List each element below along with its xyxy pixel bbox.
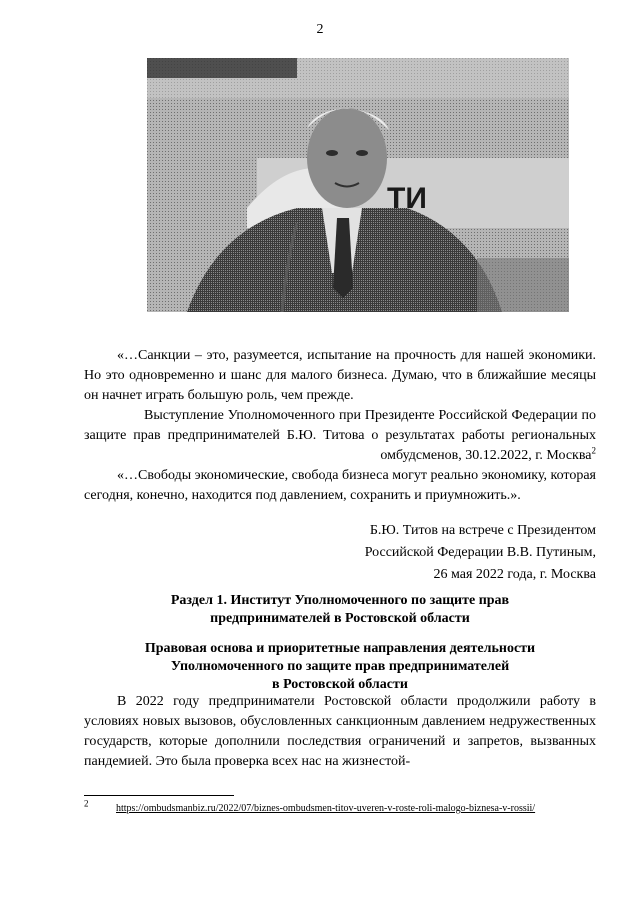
section-heading: [84, 592, 596, 628]
footnote-reference: 2: [591, 445, 596, 456]
banner-text: ТИ: [387, 182, 427, 215]
subheading-line: Правовая основа и приоритетные направления деятельности: [144, 641, 536, 656]
page-number: 2: [316, 22, 324, 37]
quote-2-attribution-line: Российской Федерации В.В. Путиным,: [364, 545, 596, 560]
footnote-divider: [84, 795, 234, 796]
footnote-link[interactable]: https://ombudsmanbiz.ru/2022/07/biznes-ombudsmen-titov-uveren-v-roste-roli-malogo-biznesa-v-rossii/: [116, 803, 536, 814]
footnote: [84, 798, 596, 816]
quote-1-text: «…Санкции – это, разумеется, испытание на прочность для нашей экономики. Но это одновременно и шанс для малого бизнеса. Думаю, что в ближайшие месяцы он начнет играть большую роль, чем прежде.: [84, 348, 596, 403]
quote-2-attribution-line: 26 мая 2022 года, г. Москва: [433, 567, 596, 582]
speaker-photo: [147, 58, 569, 312]
quote-2-attribution: [84, 520, 596, 586]
footnote-number: 2: [84, 798, 89, 809]
quote-2-attribution-line: Б.Ю. Титов на встрече с Президентом: [369, 523, 596, 538]
section-heading-line: Раздел 1. Институт Уполномоченного по защите прав: [170, 593, 510, 608]
body-paragraph: В 2022 году предприниматели Ростовской области продолжили работу в условиях новых вызовов, обусловленных санкционным давлением недружественных государств, которые дополнили последствия ограничений и запретов, вызванных пандемией. Это была проверка всех нас на жизнестой-: [84, 694, 596, 769]
subheading: [84, 640, 596, 694]
quote-1-attribution: [84, 406, 596, 466]
subheading-line: Уполномоченного по защите прав предпринимателей: [170, 659, 510, 674]
quote-2-text: «…Свободы экономические, свобода бизнеса могут реально экономику, которая сегодня, конечно, находится под давлением, сохранить и приумножить.».: [84, 468, 596, 503]
section-heading-line: предпринимателей в Ростовской области: [210, 611, 470, 626]
quote-1-attribution-text: Выступление Уполномоченного при Президенте Российской Федерации по защите прав предпринимателей Б.Ю. Титова о результатах работы региональных омбудсменов, 30.12.2022, г. Москва: [84, 408, 596, 463]
subheading-line: в Ростовской области: [272, 677, 408, 692]
